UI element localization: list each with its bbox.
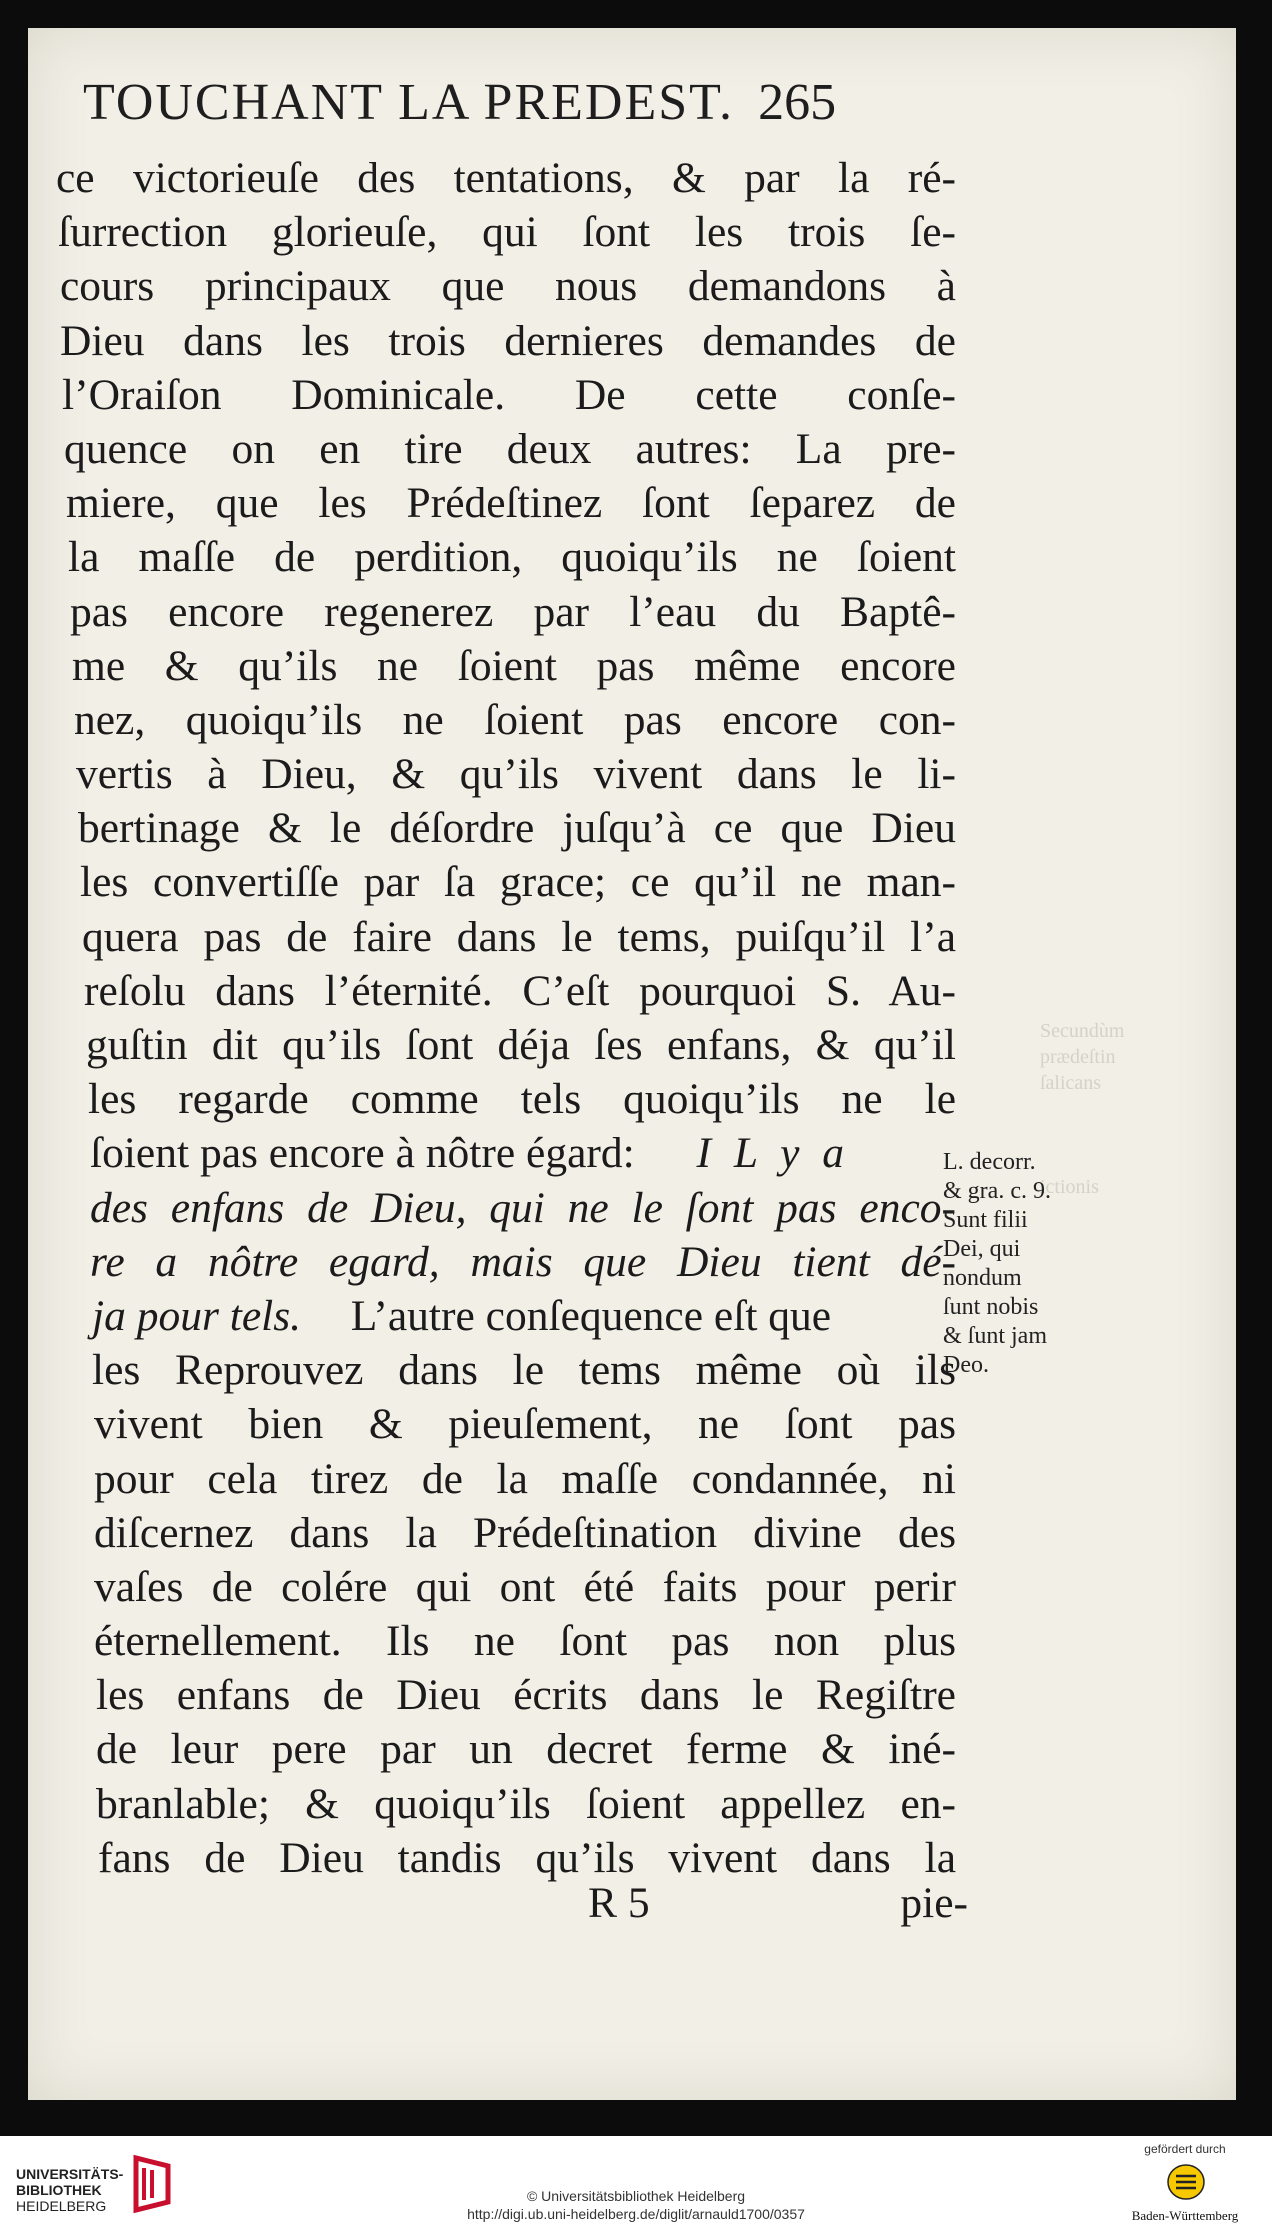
text-line: quence on en tire deux autres: La pre- bbox=[64, 424, 956, 473]
library-line-1: UNIVERSITÄTS- bbox=[16, 2166, 124, 2182]
margin-note-line: & ſunt jam bbox=[943, 1323, 1047, 1349]
margin-note-line: Sunt filii bbox=[943, 1207, 1028, 1233]
funder-name: Baden-Württemberg bbox=[1131, 2208, 1239, 2223]
text-line: les regarde comme tels quoiqu’ils ne le bbox=[88, 1075, 956, 1124]
text-line: éternellement. Ils ne ſont pas non plus bbox=[94, 1617, 956, 1666]
text-line: cours principaux que nous demandons à bbox=[60, 262, 956, 311]
text-segment: ſoient pas encore à nôtre égard: bbox=[90, 1129, 635, 1178]
margin-note-line: L. decorr. bbox=[943, 1149, 1036, 1175]
permalink[interactable]: http://digi.ub.uni-heidelberg.de/diglit/arnauld1700/0357 bbox=[467, 2206, 805, 2222]
margin-note bbox=[943, 1148, 1093, 1380]
copyright-text: © Universitätsbibliothek Heidelberg bbox=[526, 2188, 746, 2204]
page-number: 265 bbox=[758, 74, 837, 131]
baden-wuerttemberg-crest-icon[interactable] bbox=[1166, 2162, 1206, 2202]
text-line-mixed bbox=[92, 1289, 956, 1343]
text-line: Dieu dans les trois dernieres demandes de bbox=[60, 316, 956, 365]
scanned-page bbox=[28, 28, 1236, 2100]
catchword: pie- bbox=[900, 1879, 968, 1927]
text-line: la maſſe de perdition, quoiqu’ils ne ſoient bbox=[68, 533, 956, 582]
funded-by-label: gefördert durch bbox=[1144, 2142, 1226, 2156]
text-line: branlable; & quoiqu’ils ſoient appellez en- bbox=[96, 1779, 956, 1828]
text-line-italic: re a nôtre egard, mais que Dieu tient dé- bbox=[90, 1237, 956, 1286]
margin-note-line: & gra. c. 9. bbox=[943, 1178, 1051, 1204]
text-line: quera pas de faire dans le tems, puiſqu’il l’a bbox=[82, 912, 956, 961]
show-through-line: ſalicans bbox=[1040, 1072, 1102, 1094]
signature-mark: R 5 bbox=[588, 1879, 650, 1927]
library-line-2: BIBLIOTHEK bbox=[16, 2182, 102, 2198]
text-line: me & qu’ils ne ſoient pas même encore bbox=[72, 641, 956, 690]
catch-line bbox=[108, 1878, 968, 1938]
italic-segment: I L y a bbox=[696, 1129, 851, 1178]
italic-segment: ja pour tels. bbox=[92, 1291, 302, 1340]
margin-note-line: Deo. bbox=[943, 1352, 989, 1378]
text-line: guſtin dit qu’ils ſont déja ſes enfans, & qu’il bbox=[86, 1021, 956, 1069]
text-line: diſcernez dans la Prédeſtination divine des bbox=[94, 1508, 956, 1557]
library-line-3: HEIDELBERG bbox=[16, 2198, 107, 2214]
text-line: ſurrection glorieuſe, qui ſont les trois ſe- bbox=[58, 208, 956, 257]
text-line: fans de Dieu tandis qu’ils vivent dans la bbox=[98, 1833, 956, 1882]
show-through-line: Secundùm bbox=[1040, 1020, 1125, 1042]
text-line: les convertiſſe par ſa grace; ce qu’il ne man- bbox=[80, 858, 956, 907]
text-segment: L’autre conſequence eſt que bbox=[350, 1291, 832, 1340]
show-through-line bbox=[1040, 1096, 1130, 1122]
text-line: pas encore regenerez par l’eau du Baptê- bbox=[70, 587, 956, 636]
text-line: vivent bien & pieuſement, ne ſont pas bbox=[94, 1400, 956, 1449]
text-line: nez, quoiqu’ils ne ſoient pas encore con- bbox=[74, 695, 956, 744]
text-line: de leur pere par un decret ferme & iné- bbox=[96, 1725, 956, 1774]
footer-bar bbox=[0, 2136, 1272, 2228]
text-line: l’Oraiſon Dominicale. De cette conſe- bbox=[62, 370, 956, 419]
text-line: ce victorieuſe des tentations, & par la ré- bbox=[56, 154, 956, 202]
show-through-line bbox=[1040, 1122, 1130, 1148]
margin-note-line: Dei, qui bbox=[943, 1236, 1021, 1262]
text-line: les enfans de Dieu écrits dans le Regiſtre bbox=[96, 1671, 956, 1720]
margin-note-line: ſunt nobis bbox=[943, 1294, 1039, 1320]
text-line: reſolu dans l’éternité. C’eſt pourquoi S. Au- bbox=[84, 966, 956, 1015]
text-line: les Reprouvez dans le tems même où ils bbox=[92, 1346, 956, 1395]
text-line-italic: des enfans de Dieu, qui ne le ſont pas enco- bbox=[90, 1183, 956, 1232]
running-head bbox=[83, 73, 943, 132]
main-text bbox=[56, 151, 956, 1885]
show-through-line: ictionis bbox=[1040, 1176, 1099, 1198]
text-line: pour cela tirez de la maſſe condannée, ni bbox=[94, 1454, 956, 1503]
text-line: bertinage & le déſordre juſqu’à ce que Dieu bbox=[78, 804, 956, 853]
running-title: TOUCHANT LA PREDEST. bbox=[83, 74, 735, 131]
show-through-line: prædeſtin bbox=[1040, 1046, 1116, 1068]
text-line: miere, que les Prédeſtinez ſont ſeparez de bbox=[66, 479, 956, 528]
text-line: vertis à Dieu, & qu’ils vivent dans le li- bbox=[76, 750, 956, 799]
text-line: vaſes de colére qui ont été faits pour perir bbox=[94, 1562, 956, 1611]
text-line-mixed bbox=[90, 1126, 956, 1180]
margin-note-line: nondum bbox=[943, 1265, 1022, 1291]
